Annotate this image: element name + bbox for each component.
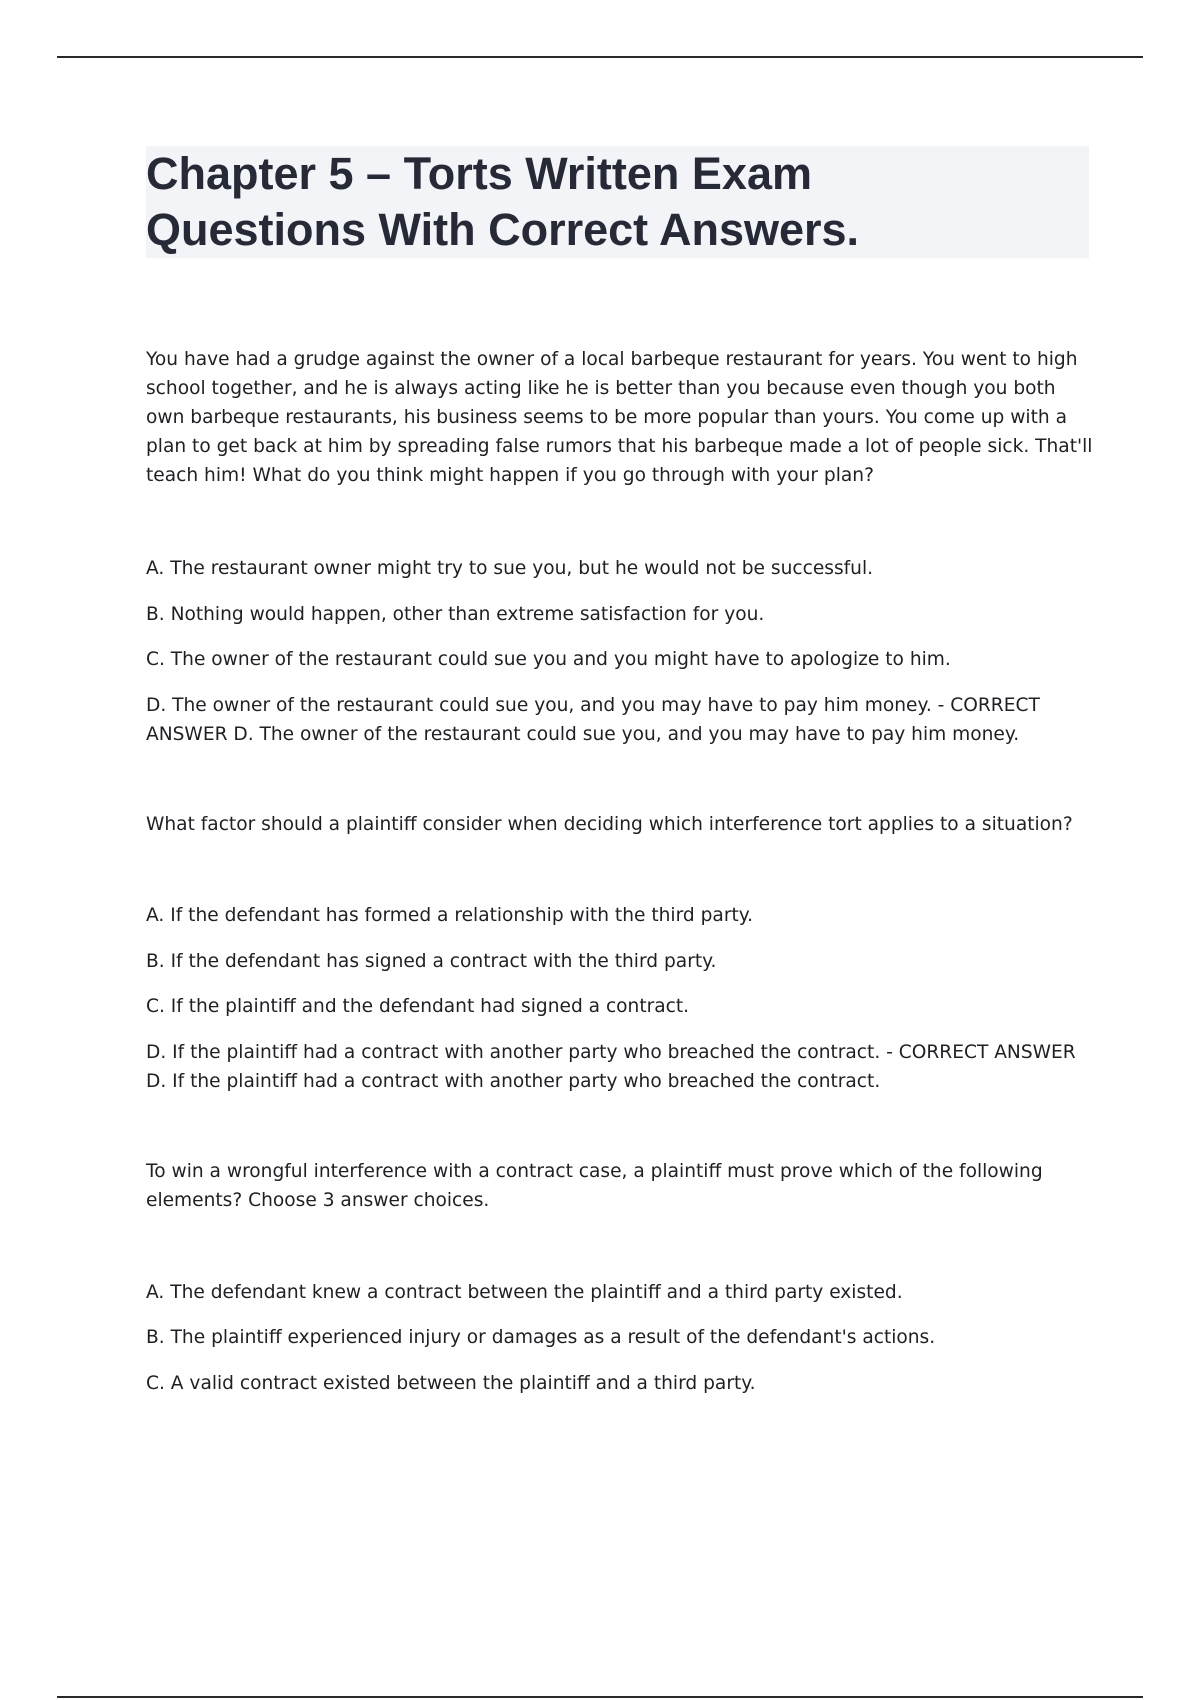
document-title-line-2: Questions With Correct Answers. [146,204,860,255]
question-3-prompt: To win a wrongful interference with a contract case, a plaintiff must prove which of the following elements? Choose 3 answer choices. [146,1161,1043,1211]
question-1-prompt: You have had a grudge against the owner of a local barbeque restaurant for years. You went to high school together, and he is always acting like he is better than you because even though you both own barbeque restaurants, his business seems to be more popular than yours. You come up with a plan to get back at him by spreading false rumors that his barbeque made a lot of people sick. That'll teach him! What do you think might happen if you go through with your plan? [146,349,1093,486]
question-1-option-a: A. The restaurant owner might try to sue you, but he would not be successful. [146,558,874,579]
question-2-option-a: A. If the defendant has formed a relationship with the third party. [146,905,754,926]
question-3-option-b: B. The plaintiff experienced injury or damages as a result of the defendant's actions. [146,1327,936,1348]
question-1-option-d: D. The owner of the restaurant could sue you, and you may have to pay him money. - CORRECT ANSWER D. The owner of the restaurant could sue you, and you may have to pay him money. [146,695,1040,745]
question-1-option-c: C. The owner of the restaurant could sue you and you might have to apologize to him. [146,649,951,670]
document-title-line-1: Chapter 5 – Torts Written Exam [146,148,812,199]
question-3-option-c: C. A valid contract existed between the plaintiff and a third party. [146,1373,756,1394]
title-block [146,146,1089,258]
question-2-option-c: C. If the plaintiff and the defendant had signed a contract. [146,996,690,1017]
top-rule [57,56,1143,58]
question-3-option-a: A. The defendant knew a contract between the plaintiff and a third party existed. [146,1282,903,1303]
question-2-option-d: D. If the plaintiff had a contract with another party who breached the contract. - CORRECT ANSWER D. If the plaintiff had a contract with another party who breached the contract. [146,1042,1076,1092]
bottom-rule [57,1696,1143,1698]
question-2-option-b: B. If the defendant has signed a contract with the third party. [146,951,717,972]
question-2-prompt: What factor should a plaintiff consider when deciding which interference tort applies to a situation? [146,814,1073,835]
question-1-option-b: B. Nothing would happen, other than extreme satisfaction for you. [146,604,765,625]
